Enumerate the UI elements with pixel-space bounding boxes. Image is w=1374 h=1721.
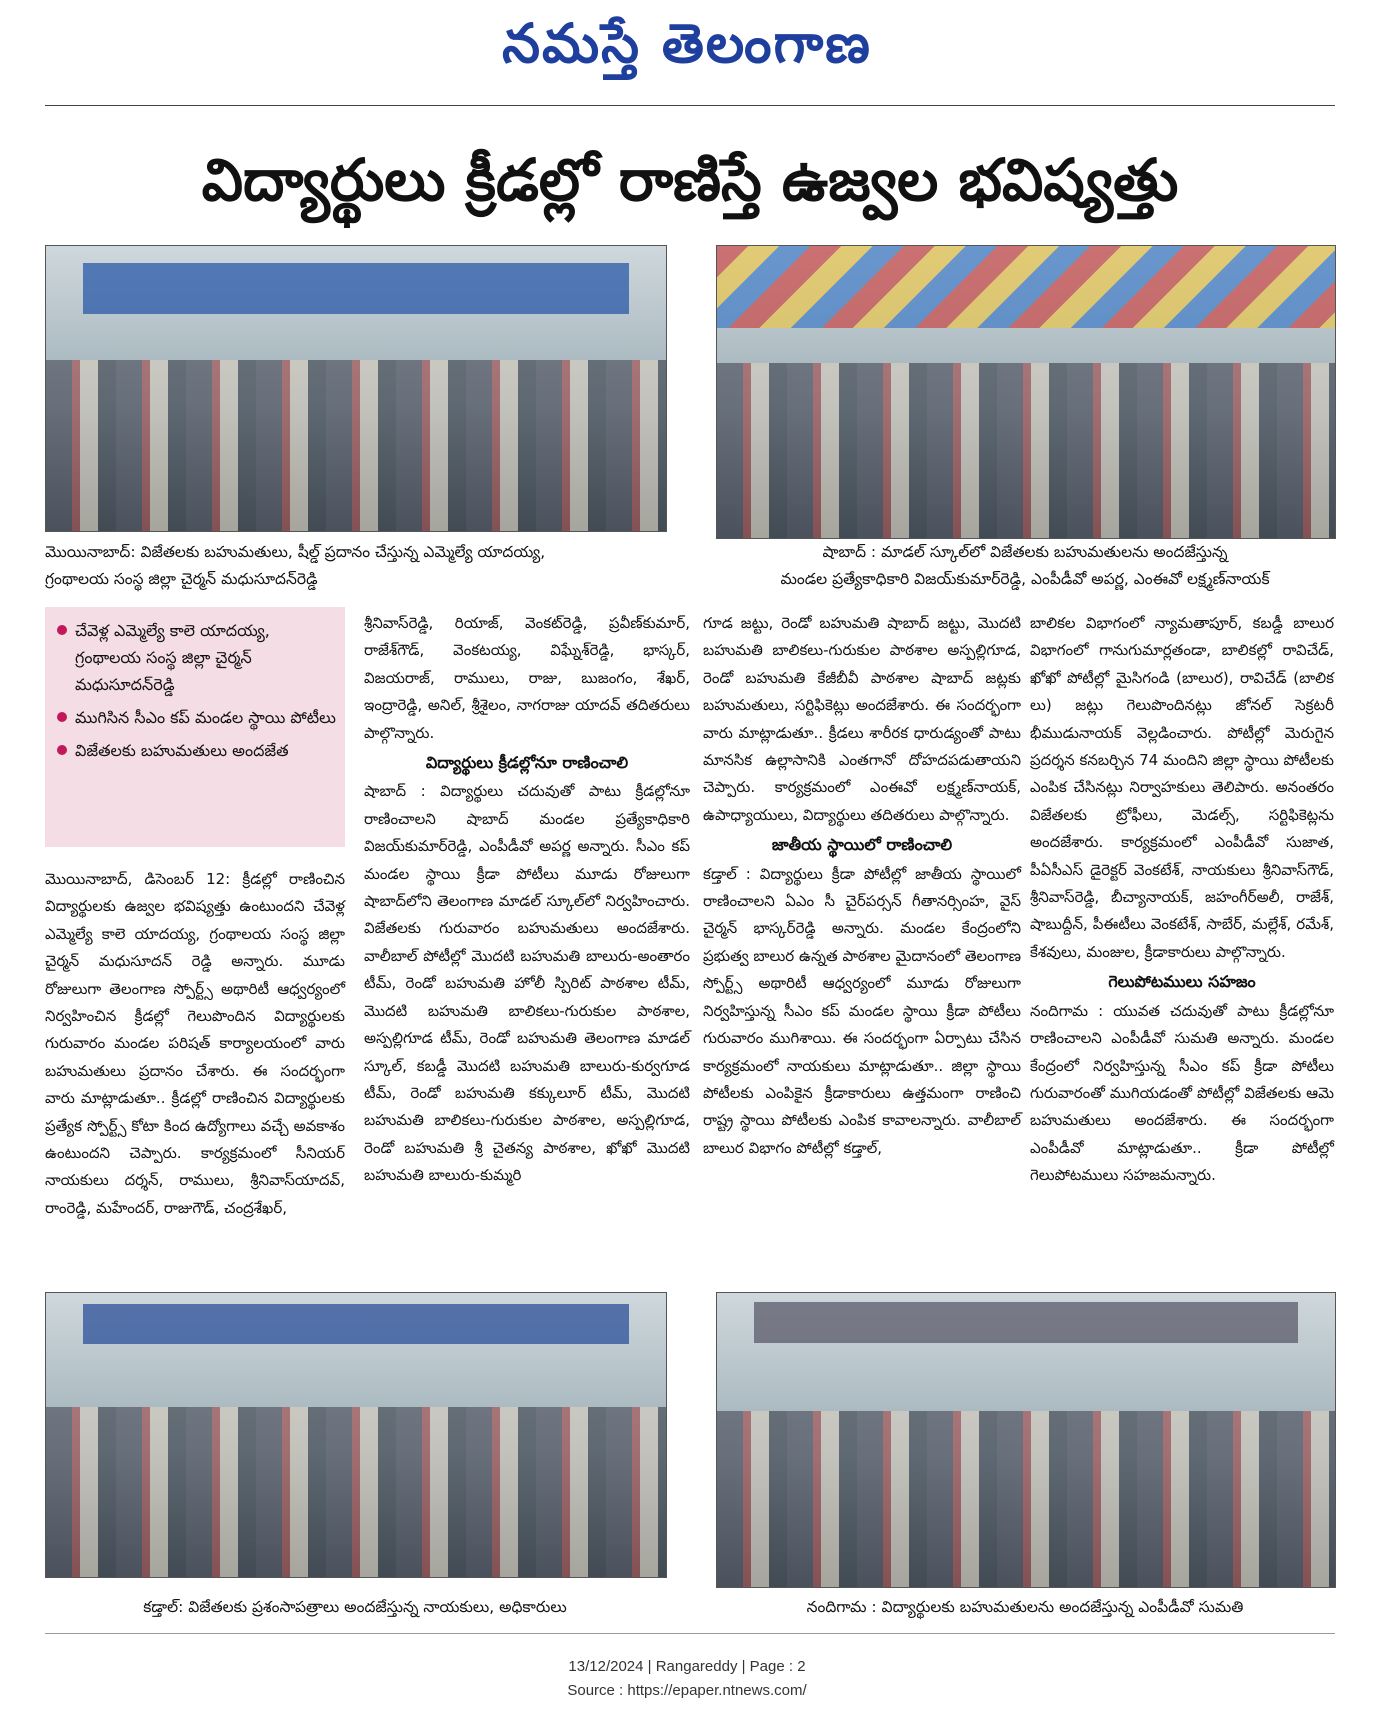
- subheading: విద్యార్థులు క్రీడల్లోనూ రాణించాలి: [425, 753, 629, 773]
- photo-people: [46, 360, 666, 531]
- photo-nandigama: [716, 1292, 1336, 1588]
- article-column-2: [364, 610, 690, 1190]
- footer-dateline: 13/12/2024 | Rangareddy | Page : 2: [568, 1658, 806, 1675]
- subheading: గెలుపోటములు సహజం: [1108, 972, 1256, 992]
- article-paragraph: శ్రీనివాస్‌రెడ్డి, రియాజ్, వెంకట్‌రెడ్డి, ప్రవీణ్‌కుమార్, రాజేశ్‌గౌడ్, వెంకటయ్య, విఘ్నేశ్‌రెడ్డి, భాస్కర్, విజయరాజ్, రాములు, రాజు, బుజంగం, శేఖర్, ఇంద్రారెడ్డి, అనిల్, శ్రీశైలం, నాగరాజు యాదవ్ తదితరులు పాల్గొన్నారు.: [364, 614, 690, 742]
- photo-banner: [83, 1304, 629, 1344]
- article-paragraph: మొయినాబాద్, డిసెంబర్ 12: క్రీడల్లో రాణించిన విద్యార్థులకు ఉజ్వల భవిష్యత్తు ఉంటుందని చేవెళ్ల ఎమ్మెల్యే కాలె యాదయ్య, గ్రంథాలయ సంస్థ జిల్లా చైర్మన్ మధుసూదన్ రెడ్డి అన్నారు. మూడు రోజులుగా తెలంగాణ స్పోర్ట్స్ అథారిటీ ఆధ్వర్యంలో నిర్వహించిన క్రీడల్లో గెలుపొందిన విద్యార్థులకు గురువారం మండల పరిషత్ కార్యాలయంలో వారు బహుమతులు ప్రదానం చేశారు. ఈ సందర్భంగా వారు మాట్లాడుతూ.. క్రీడల్లో రాణించిన విద్యార్థులకు ప్రత్యేక స్పోర్ట్స్ కోటా కింద ఉద్యోగాలు వచ్చే అవకాశం ఉంటుందని చెప్పారు. కార్యక్రమంలో సీనియర్ నాయకులు దర్శన్, రాములు, శ్రీనివాస్‌యాదవ్, రాంరెడ్డి, మహేందర్, రాజుగౌడ్, చంద్రశేఖర్,: [45, 870, 345, 1217]
- article-column-3: [703, 610, 1021, 1162]
- footer-source: Source : https://epaper.ntnews.com/: [567, 1682, 807, 1699]
- photo-shabad: [716, 245, 1336, 539]
- photo-people: [717, 363, 1335, 538]
- highlight-item: విజేతలకు బహుమతులు అందజేత: [53, 737, 339, 764]
- caption-nandigama: [716, 1594, 1334, 1621]
- caption-line: షాబాద్ : మాడల్ స్కూల్‌లో విజేతలకు బహుమతులను అందజేస్తున్న: [822, 543, 1228, 561]
- caption-kadthal: [45, 1594, 665, 1621]
- bullet-icon: [57, 712, 67, 722]
- subheading: జాతీయ స్థాయిలో రాణించాలి: [771, 835, 953, 855]
- photo-banner: [754, 1302, 1298, 1343]
- photo-moinabad: [45, 245, 667, 532]
- article-column-4: [1030, 610, 1334, 1190]
- masthead: నమస్తే తెలంగాణ: [502, 12, 872, 75]
- caption-line: నందిగామ : విద్యార్థులకు బహుమతులను అందజేస్తున్న ఎంపీడీవో సుమతి: [806, 1598, 1244, 1616]
- caption-moinabad: [45, 539, 665, 593]
- headline: విద్యార్థులు క్రీడల్లో రాణిస్తే ఉజ్వల భవిష్యత్తు: [201, 146, 1179, 214]
- caption-line: మొయినాబాద్: విజేతలకు బహుమతులు, షీల్డ్ ప్రదానం చేస్తున్న ఎమ్మెల్యే యాదయ్య,: [45, 543, 546, 561]
- highlights-box: [45, 607, 345, 847]
- caption-shabad: [716, 539, 1334, 593]
- photo-people: [46, 1407, 666, 1577]
- caption-line: కడ్తాల్: విజేతలకు ప్రశంసాపత్రాలు అందజేస్తున్న నాయకులు, అధికారులు: [143, 1598, 567, 1616]
- article-paragraph: షాబాద్ : విద్యార్థులు చదువుతో పాటు క్రీడల్లోనూ రాణించాలని షాబాద్ మండల ప్రత్యేకాధికారి విజయ్‌కుమార్‌రెడ్డి, ఎంపీడీవో అపర్ణ అన్నారు. సీఎం కప్ మండల స్థాయి క్రీడా పోటీలు మూడు రోజులుగా షాబాద్‌లోని తెలంగాణ మాడల్ స్కూల్‌లో నిర్వహించారు. విజేతలకు గురువారం బహుమతులు అందజేశారు. వాలీబాల్ పోటీల్లో మొదటి బహుమతి బాలురు-అంతారం టీమ్, రెండో బహుమతి హోలీ స్పిరిట్ పాఠశాల టీమ్, మొదటి బహుమతి బాలికలు-గురుకుల పాఠశాల, అస్పల్లిగూడ టీమ్, రెండో బహుమతి తెలంగాణ మాడల్ స్కూల్, కబడ్డీ మొదటి బహుమతి బాలురు-కుర్వగూడ టీమ్, రెండో బహుమతి కక్కులూర్ టీమ్, మొదటి బహుమతి బాలికలు-గురుకుల పాఠశాల, అస్పల్లిగూడ, రెండో బహుమతి శ్రీ చైతన్య పాఠశాల, ఖోఖో మొదటి బహుమతి బాలురు-కుమ్మరి: [364, 782, 690, 1185]
- photo-people: [717, 1411, 1335, 1587]
- bullet-icon: [57, 625, 67, 635]
- article-paragraph: బాలికల విభాగంలో న్యామతాపూర్, కబడ్డీ బాలుర విభాగంలో గానుగుమార్లతండా, బాలికల్లో రావిచేడ్, ఖోఖో పోటీల్లో మైసిగండి (బాలుర), రావిచేడ్ (బాలిక లు) జట్లు గెలుపొందినట్లు జోనల్ సెక్రటరీ భీముడునాయక్ వెల్లడించారు. పోటీల్లో మెరుగైన ప్రదర్శన కనబర్చిన 74 మందిని జిల్లా స్థాయి పోటీలకు ఎంపిక చేసినట్లు నిర్వాహకులు తెలిపారు. అనంతరం విజేతలకు ట్రోఫీలు, మెడల్స్, సర్టిఫికెట్లను అందజేశారు. కార్యక్రమంలో ఎంపీడీవో సుజాత, పీఏసీఎస్ డైరెక్టర్ వెంకటేశ్, నాయకులు శ్రీనివాస్‌గౌడ్, శ్రీనివాస్‌రెడ్డి, బీచ్యానాయక్, జహంగీర్‌అలీ, రాజేశ్, షాబుద్దీన్, పీఈటీలు వెంకటేశ్, సాబేర్, మల్లేశ్, రమేశ్, కేశవులు, మంజుల, క్రీడాకారులు పాల్గొన్నారు.: [1030, 614, 1334, 961]
- photo-canopy: [717, 246, 1335, 328]
- caption-line: గ్రంథాలయ సంస్థ జిల్లా చైర్మన్ మధుసూదన్‌రెడ్డి: [45, 570, 318, 588]
- photo-banner: [83, 263, 629, 314]
- article-paragraph: నందిగామ : యువత చదువుతో పాటు క్రీడల్లోనూ రాణించాలని ఎంపీడీవో సుమతి అన్నారు. మండల కేంద్రంలో నిర్వహిస్తున్న సీఎం కప్ క్రీడా పోటీలు గురువారంతో ముగియడంతో పోటీల్లో విజేతలకు ఆమె బహుమతులు అందజేశారు. ఈ సందర్భంగా ఎంపీడీవో మాట్లాడుతూ.. క్రీడా పోటీల్లో గెలుపోటములు సహజమన్నారు.: [1030, 1001, 1334, 1185]
- article-column-1: [45, 866, 345, 1222]
- photo-kadthal: [45, 1292, 667, 1578]
- article-paragraph: గూడ జట్టు, రెండో బహుమతి షాబాద్ జట్టు, మొదటి బహుమతి బాలికలు-గురుకుల పాఠశాల అస్పల్లిగూడ, రెండో బహుమతి కేజీబీవీ పాఠశాల షాబాద్ జట్లకు బహుమతులు, సర్టిఫికెట్లు అందజేశారు. ఈ సందర్భంగా వారు మాట్లాడుతూ.. క్రీడలు శారీరక ధారుడ్యంతో పాటు మానసిక ఉల్లాసానికి ఎంతగానో దోహదపడుతాయని చెప్పారు. కార్యక్రమంలో ఎంఈవో లక్ష్మణ్‌నాయక్, ఉపాధ్యాయులు, విద్యార్థులు తదితరులు పాల్గొన్నారు.: [703, 614, 1021, 824]
- bullet-icon: [57, 745, 67, 755]
- top-divider: [45, 105, 1335, 106]
- bottom-divider: [45, 1633, 1335, 1634]
- article-paragraph: కడ్తాల్ : విద్యార్థులు క్రీడా పోటీల్లో జాతీయ స్థాయిలో రాణించాలని ఏఎం సీ చైర్‌పర్సన్ గీతానర్సింహ, వైస్ చైర్మన్ భాస్కర్‌రెడ్డి అన్నారు. మండల కేంద్రంలోని ప్రభుత్వ బాలుర ఉన్నత పాఠశాల మైదానంలో తెలంగాణ స్పోర్ట్స్ అథారిటీ ఆధ్వర్యంలో మూడు రోజులుగా నిర్వహిస్తున్న సీఎం కప్ మండల స్థాయి క్రీడా పోటీలు గురువారం ముగిశాయి. ఈ సందర్భంగా ఏర్పాటు చేసిన కార్యక్రమంలో నాయకులు మాట్లాడుతూ.. జిల్లా స్థాయి పోటీలకు ఎంపికైన క్రీడాకారులు ఉత్తమంగా రాణించి రాష్ట్ర స్థాయి పోటీలకు ఎంపిక కావాలన్నారు. వాలీబాల్ బాలుర విభాగం పోటీల్లో కడ్తాల్,: [703, 864, 1021, 1157]
- caption-line: మండల ప్రత్యేకాధికారి విజయ్‌కుమార్‌రెడ్డి, ఎంపీడీవో అపర్ణ, ఎంఈవో లక్ష్మణ్‌నాయక్: [780, 570, 1270, 588]
- highlight-item: ముగిసిన సీఎం కప్ మండల స్థాయి పోటీలు: [53, 704, 339, 731]
- highlight-item: చేవెళ్ల ఎమ్మెల్యే కాలె యాదయ్య, గ్రంథాలయ సంస్థ జిల్లా చైర్మన్ మధుసూదన్‌రెడ్డి: [53, 617, 339, 698]
